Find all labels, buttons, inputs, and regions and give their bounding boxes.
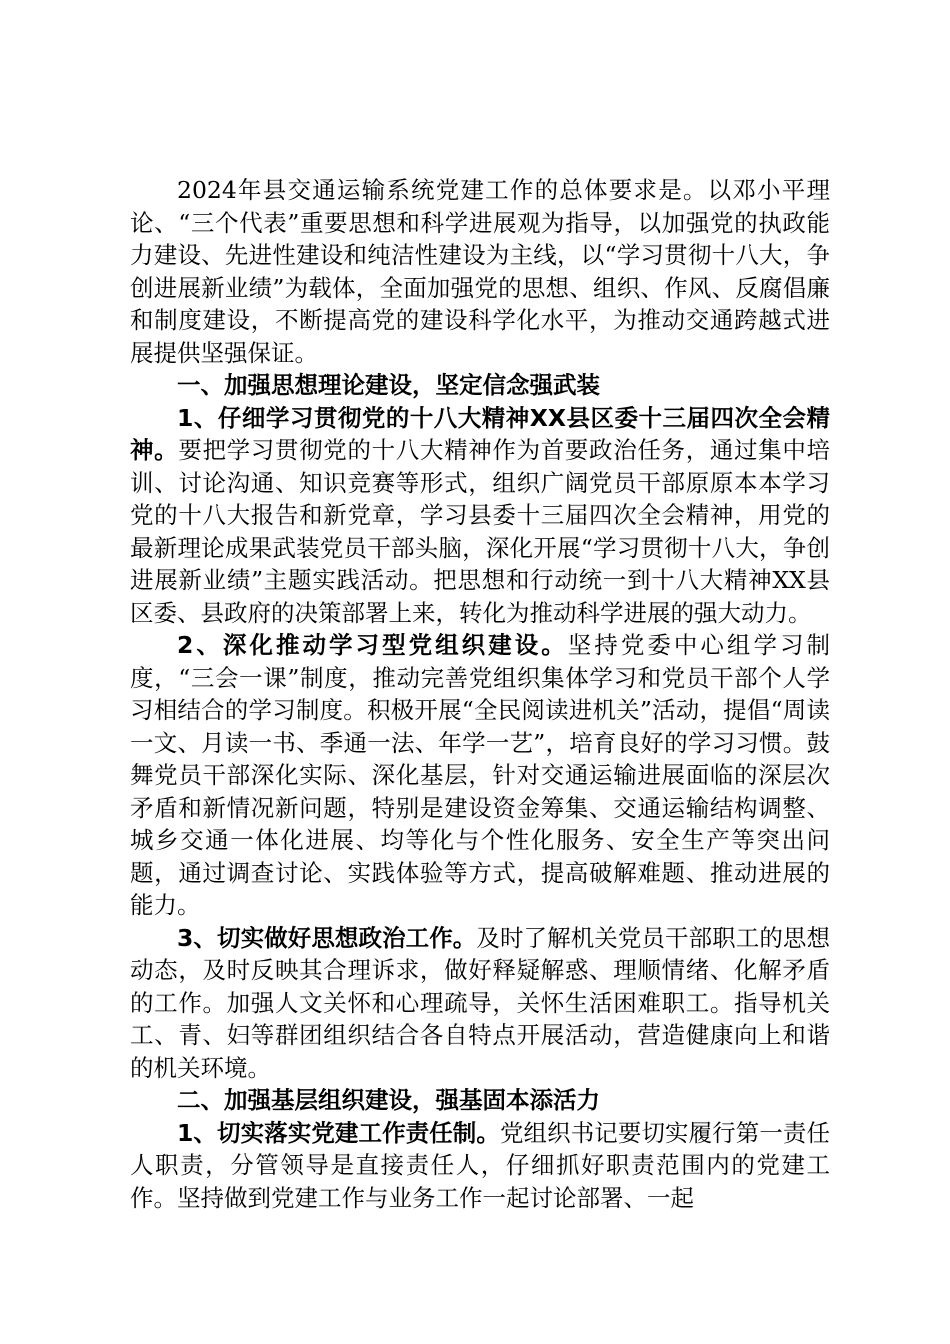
section-2-item-1-lead: 1、切实落实党建工作责任制。	[177, 1118, 500, 1147]
section-1-item-1-body: 要把学习贯彻党的十八大精神作为首要政治任务，通过集中培训、讨论沟通、知识竞赛等形式，组织广阔党员干部原原本本学习党的十八大报告和新党章，学习县委十三届四次全会精神，用党的最新理论成果武装党员干部头脑，深化开展“学习贯彻十八大，争创进展新业绩”主题实践活动。把思想和行动统一到十八大精神XX县区委、县政府的决策部署上来，转化为推动科学进展的强大动力。	[130, 436, 831, 627]
section-1-item-1	[130, 402, 830, 630]
section-2-item-1-body: 党组织书记要切实履行第一责任人职责，分管领导是直接责任人，仔细抓好职责范围内的党建工作。坚持做到党建工作与业务工作一起讨论部署、一起	[130, 1118, 830, 1212]
document-page	[130, 174, 830, 1214]
section-1-item-1-lead: 1、仔细学习贯彻党的十八大精神XX县区委十三届四次全会精神。	[130, 403, 830, 464]
section-1-item-3-lead: 3、切实做好思想政治工作。	[177, 923, 477, 952]
section-1-heading: 一、加强思想理论建设，坚定信念强武装	[177, 371, 600, 399]
section-1-item-3-body: 及时了解机关党员干部职工的思想动态，及时反映其合理诉求，做好释疑解惑、理顺情绪、化解矛盾的工作。加强人文关怀和心理疏导，关怀生活困难职工。指导机关工、青、妇等群团组织结合各自特点开展活动，营造健康向上和谐的机关环境。	[130, 923, 831, 1082]
section-1-item-2-body: 坚持党委中心组学习制度，“三会一课”制度，推动完善党组织集体学习和党员干部个人学习相结合的学习制度。积极开展“全民阅读进机关”活动，提倡“周读一文、月读一书、季通一法、年学一艺”，培育良好的学习习惯。鼓舞党员干部深化实际、深化基层，针对交通运输进展面临的深层次矛盾和新情况新问题，特别是建设资金筹集、交通运输结构调整、城乡交通一体化进展、均等化与个性化服务、安全生产等突出问题，通过调查讨论、实践体验等方式，提高破解难题、推动进展的能力。	[130, 631, 831, 919]
section-1-item-2	[130, 629, 830, 922]
section-2-heading: 二、加强基层组织建设，强基固本添活力	[177, 1086, 600, 1114]
section-1-item-3	[130, 922, 830, 1085]
section-2-item-1	[130, 1117, 830, 1215]
intro-paragraph: 2024年县交通运输系统党建工作的总体要求是。以邓小平理论、“三个代表”重要思想和科学进展观为指导，以加强党的执政能力建设、先进性建设和纯洁性建设为主线，以“学习贯彻十八大，争创进展新业绩”为载体，全面加强党的思想、组织、作风、反腐倡廉和制度建设，不断提高党的建设科学化水平，为推动交通跨越式进展提供坚强保证。	[130, 176, 830, 367]
section-1-item-2-lead: 2、深化推动学习型党组织建设。	[177, 631, 568, 659]
